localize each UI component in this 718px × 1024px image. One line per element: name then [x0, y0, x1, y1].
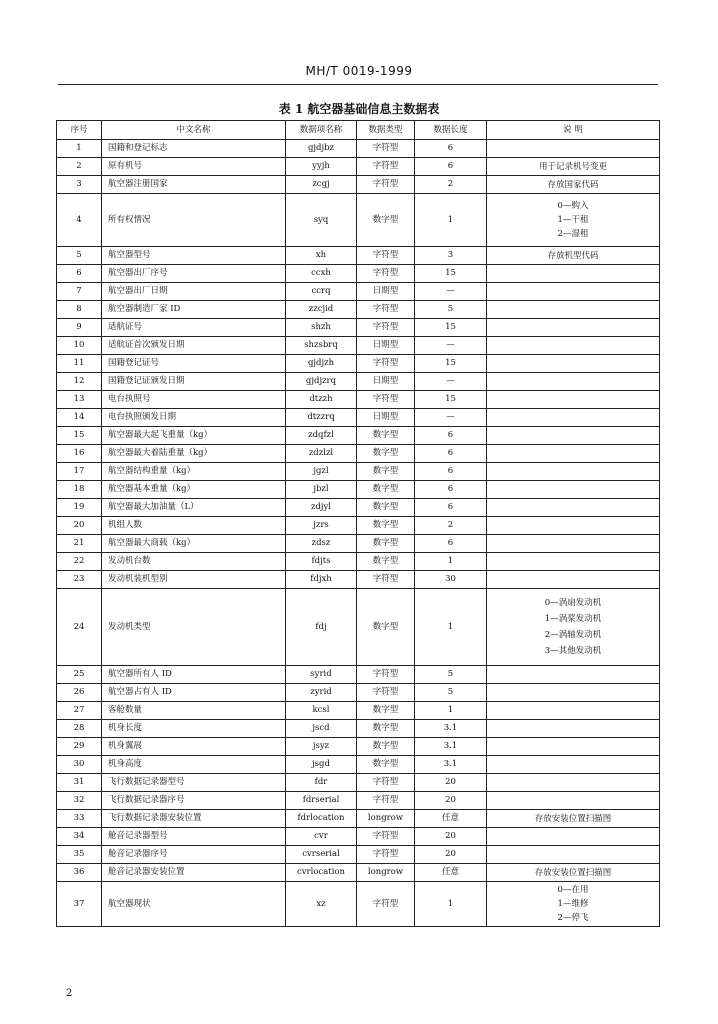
cell-type: 数字型	[357, 517, 415, 535]
cell-field: zdqfzl	[286, 427, 357, 445]
cell-length: 30	[415, 571, 487, 589]
cell-no: 12	[57, 373, 102, 391]
cell-name: 机身高度	[102, 756, 286, 774]
table-row	[57, 445, 660, 463]
cell-no: 15	[57, 427, 102, 445]
cell-type: longrow	[357, 864, 415, 882]
cell-note	[487, 553, 660, 571]
cell-note	[487, 810, 660, 828]
cell-type: 字符型	[357, 265, 415, 283]
cell-note	[487, 301, 660, 319]
cell-length: 1	[415, 882, 487, 927]
cell-no: 16	[57, 445, 102, 463]
cell-length: 2	[415, 517, 487, 535]
cell-name: 舱音记录器型号	[102, 828, 286, 846]
cell-name: 航空器现状	[102, 882, 286, 927]
note-line: 0—购入	[557, 201, 589, 211]
cell-length: 1	[415, 553, 487, 571]
cell-note	[487, 176, 660, 194]
cell-length: 6	[415, 158, 487, 176]
table-row	[57, 176, 660, 194]
cell-type: 数字型	[357, 553, 415, 571]
cell-note	[487, 792, 660, 810]
table-row	[57, 265, 660, 283]
cell-no: 23	[57, 571, 102, 589]
cell-note	[487, 846, 660, 864]
cell-field: kcsl	[286, 702, 357, 720]
cell-no: 33	[57, 810, 102, 828]
cell-field: shzsbrq	[286, 337, 357, 355]
cell-note	[487, 373, 660, 391]
cell-note	[487, 882, 660, 927]
cell-name: 航空器最大着陆重量（kg）	[102, 445, 286, 463]
table-header-row	[57, 121, 660, 140]
cell-name: 国籍和登记标志	[102, 140, 286, 158]
table-row	[57, 846, 660, 864]
cell-note	[487, 864, 660, 882]
cell-name: 适航证首次颁发日期	[102, 337, 286, 355]
cell-name: 电台执照颁发日期	[102, 409, 286, 427]
cell-name: 航空器占有人 ID	[102, 684, 286, 702]
table-row	[57, 463, 660, 481]
cell-note	[487, 589, 660, 666]
cell-note	[487, 445, 660, 463]
cell-name: 适航证号	[102, 319, 286, 337]
cell-note	[487, 738, 660, 756]
header-rule	[58, 84, 658, 85]
cell-field: xh	[286, 247, 357, 265]
cell-field: shzh	[286, 319, 357, 337]
table-row	[57, 792, 660, 810]
cell-length: 3.1	[415, 738, 487, 756]
cell-type: 字符型	[357, 158, 415, 176]
note-line: 存放安装位置扫描图	[534, 813, 612, 824]
cell-type: 字符型	[357, 571, 415, 589]
cell-length: 3	[415, 247, 487, 265]
col-header-length: 数据长度	[415, 121, 487, 140]
cell-name: 飞行数据记录器型号	[102, 774, 286, 792]
cell-note	[487, 666, 660, 684]
cell-name: 航空器基本重量（kg）	[102, 481, 286, 499]
cell-name: 飞行数据记录器序号	[102, 792, 286, 810]
table-row	[57, 882, 660, 927]
cell-type: longrow	[357, 810, 415, 828]
table-row	[57, 355, 660, 373]
cell-length: 1	[415, 589, 487, 666]
cell-type: 日期型	[357, 373, 415, 391]
cell-name: 航空器制造厂家 ID	[102, 301, 286, 319]
cell-note	[487, 481, 660, 499]
cell-length: 6	[415, 535, 487, 553]
table-row	[57, 666, 660, 684]
cell-no: 31	[57, 774, 102, 792]
cell-field: syrid	[286, 666, 357, 684]
table-row	[57, 337, 660, 355]
cell-type: 日期型	[357, 283, 415, 301]
page-number: 2	[66, 988, 73, 999]
table-title: 表 1 航空器基础信息主数据表	[278, 102, 440, 116]
table-row	[57, 373, 660, 391]
cell-no: 30	[57, 756, 102, 774]
table-row	[57, 158, 660, 176]
table-row	[57, 535, 660, 553]
table-body	[57, 140, 660, 927]
table-row	[57, 481, 660, 499]
cell-field: zdsz	[286, 535, 357, 553]
cell-type: 字符型	[357, 319, 415, 337]
cell-note	[487, 571, 660, 589]
cell-field: cvrlocation	[286, 864, 357, 882]
cell-no: 36	[57, 864, 102, 882]
cell-field: jgzl	[286, 463, 357, 481]
cell-field: ccxh	[286, 265, 357, 283]
cell-type: 数字型	[357, 702, 415, 720]
cell-no: 34	[57, 828, 102, 846]
cell-no: 24	[57, 589, 102, 666]
cell-name: 航空器最大起飞重量（kg）	[102, 427, 286, 445]
cell-length: 5	[415, 666, 487, 684]
cell-type: 数字型	[357, 427, 415, 445]
cell-no: 20	[57, 517, 102, 535]
cell-length: 15	[415, 265, 487, 283]
cell-length: 1	[415, 194, 487, 247]
cell-length: 15	[415, 355, 487, 373]
cell-length: 15	[415, 319, 487, 337]
cell-length: 任意	[415, 810, 487, 828]
cell-length: 6	[415, 445, 487, 463]
cell-name: 航空器型号	[102, 247, 286, 265]
cell-name: 航空器出厂日期	[102, 283, 286, 301]
cell-note	[487, 391, 660, 409]
cell-type: 数字型	[357, 720, 415, 738]
cell-length: 6	[415, 463, 487, 481]
cell-no: 27	[57, 702, 102, 720]
cell-field: zzcjid	[286, 301, 357, 319]
cell-note	[487, 535, 660, 553]
cell-note	[487, 409, 660, 427]
cell-field: zdjyl	[286, 499, 357, 517]
cell-field: gjdjzrq	[286, 373, 357, 391]
cell-name: 发动机装机型别	[102, 571, 286, 589]
cell-note	[487, 702, 660, 720]
cell-length: —	[415, 373, 487, 391]
note-line: 存放机型代码	[547, 250, 599, 261]
cell-length: 3.1	[415, 720, 487, 738]
cell-length: —	[415, 283, 487, 301]
cell-field: dtzzh	[286, 391, 357, 409]
cell-name: 舱音记录器序号	[102, 846, 286, 864]
cell-note	[487, 337, 660, 355]
cell-length: 20	[415, 828, 487, 846]
cell-field: fdj	[286, 589, 357, 666]
table-row	[57, 283, 660, 301]
cell-type: 字符型	[357, 247, 415, 265]
cell-name: 航空器最大商载（kg）	[102, 535, 286, 553]
cell-no: 25	[57, 666, 102, 684]
cell-no: 2	[57, 158, 102, 176]
cell-field: gjdjbz	[286, 140, 357, 158]
cell-no: 17	[57, 463, 102, 481]
cell-field: jsyz	[286, 738, 357, 756]
cell-field: dtzzrq	[286, 409, 357, 427]
cell-type: 数字型	[357, 738, 415, 756]
cell-note	[487, 756, 660, 774]
cell-type: 数字型	[357, 589, 415, 666]
cell-type: 字符型	[357, 666, 415, 684]
cell-note	[487, 684, 660, 702]
cell-name: 原有机号	[102, 158, 286, 176]
table-row	[57, 194, 660, 247]
cell-field: cvr	[286, 828, 357, 846]
cell-field: xz	[286, 882, 357, 927]
cell-name: 机身翼展	[102, 738, 286, 756]
cell-no: 13	[57, 391, 102, 409]
cell-length: 3.1	[415, 756, 487, 774]
cell-type: 日期型	[357, 337, 415, 355]
cell-name: 飞行数据记录器安装位置	[102, 810, 286, 828]
cell-field: ccrq	[286, 283, 357, 301]
data-table	[56, 120, 660, 927]
cell-note	[487, 194, 660, 247]
table-row	[57, 756, 660, 774]
cell-length: —	[415, 337, 487, 355]
cell-note	[487, 828, 660, 846]
cell-length: —	[415, 409, 487, 427]
table-row	[57, 499, 660, 517]
cell-type: 数字型	[357, 481, 415, 499]
cell-name: 发动机类型	[102, 589, 286, 666]
cell-type: 字符型	[357, 882, 415, 927]
note-line: 1—干租	[557, 215, 589, 225]
note-line: 0—涡扇发动机	[544, 598, 602, 608]
note-line: 2—停飞	[557, 913, 589, 923]
cell-name: 航空器注册国家	[102, 176, 286, 194]
cell-field: jscd	[286, 720, 357, 738]
cell-no: 29	[57, 738, 102, 756]
table-row	[57, 391, 660, 409]
cell-no: 37	[57, 882, 102, 927]
cell-no: 4	[57, 194, 102, 247]
cell-note	[487, 774, 660, 792]
cell-field: jbzl	[286, 481, 357, 499]
cell-name: 所有权情况	[102, 194, 286, 247]
cell-name: 客舱数量	[102, 702, 286, 720]
table-row	[57, 553, 660, 571]
cell-type: 数字型	[357, 463, 415, 481]
cell-no: 9	[57, 319, 102, 337]
cell-no: 11	[57, 355, 102, 373]
cell-no: 32	[57, 792, 102, 810]
cell-length: 6	[415, 481, 487, 499]
table-row	[57, 810, 660, 828]
cell-length: 5	[415, 301, 487, 319]
cell-field: fdrserial	[286, 792, 357, 810]
table-row	[57, 720, 660, 738]
col-header-note: 说 明	[487, 121, 660, 140]
cell-note	[487, 720, 660, 738]
cell-no: 7	[57, 283, 102, 301]
col-header-type: 数据类型	[357, 121, 415, 140]
cell-type: 字符型	[357, 846, 415, 864]
cell-length: 5	[415, 684, 487, 702]
cell-no: 8	[57, 301, 102, 319]
cell-type: 数字型	[357, 445, 415, 463]
cell-name: 航空器最大加油量（L）	[102, 499, 286, 517]
cell-field: syq	[286, 194, 357, 247]
cell-name: 机身长度	[102, 720, 286, 738]
cell-type: 字符型	[357, 684, 415, 702]
cell-no: 26	[57, 684, 102, 702]
cell-no: 10	[57, 337, 102, 355]
cell-field: zcgj	[286, 176, 357, 194]
note-line: 1—维修	[557, 899, 589, 909]
cell-length: 6	[415, 499, 487, 517]
cell-note	[487, 158, 660, 176]
document-header: MH/T 0019-1999	[305, 64, 413, 78]
cell-no: 21	[57, 535, 102, 553]
cell-no: 35	[57, 846, 102, 864]
note-line: 3—其他发动机	[544, 646, 602, 656]
note-line: 2—湿租	[557, 229, 589, 239]
cell-no: 14	[57, 409, 102, 427]
cell-name: 发动机台数	[102, 553, 286, 571]
cell-field: zdzlzl	[286, 445, 357, 463]
cell-field: cvrserial	[286, 846, 357, 864]
cell-no: 5	[57, 247, 102, 265]
table-row	[57, 301, 660, 319]
cell-name: 国籍登记证颁发日期	[102, 373, 286, 391]
cell-note	[487, 427, 660, 445]
cell-no: 22	[57, 553, 102, 571]
note-line: 2—涡轴发动机	[544, 630, 602, 640]
cell-length: 1	[415, 702, 487, 720]
cell-field: fdjxh	[286, 571, 357, 589]
cell-type: 数字型	[357, 194, 415, 247]
note-line: 存放国家代码	[547, 179, 599, 190]
table-row	[57, 571, 660, 589]
cell-type: 数字型	[357, 499, 415, 517]
table-row	[57, 828, 660, 846]
cell-no: 6	[57, 265, 102, 283]
table-row	[57, 409, 660, 427]
cell-note	[487, 265, 660, 283]
cell-field: fdrlocation	[286, 810, 357, 828]
cell-type: 字符型	[357, 301, 415, 319]
cell-name: 电台执照号	[102, 391, 286, 409]
cell-length: 2	[415, 176, 487, 194]
cell-type: 字符型	[357, 792, 415, 810]
cell-no: 1	[57, 140, 102, 158]
cell-type: 数字型	[357, 535, 415, 553]
col-header-field: 数据项名称	[286, 121, 357, 140]
table-row	[57, 140, 660, 158]
cell-note	[487, 283, 660, 301]
note-line: 1—涡桨发动机	[544, 614, 602, 624]
cell-field: jzrs	[286, 517, 357, 535]
cell-field: gjdjzh	[286, 355, 357, 373]
col-header-no: 序号	[57, 121, 102, 140]
cell-length: 20	[415, 792, 487, 810]
table-row	[57, 247, 660, 265]
cell-no: 28	[57, 720, 102, 738]
note-line: 0—在用	[557, 885, 589, 895]
cell-no: 18	[57, 481, 102, 499]
cell-length: 6	[415, 140, 487, 158]
note-line: 用于记录机号变更	[538, 161, 607, 172]
cell-length: 20	[415, 846, 487, 864]
cell-no: 19	[57, 499, 102, 517]
note-line: 存放安装位置扫描图	[534, 867, 612, 878]
cell-no: 3	[57, 176, 102, 194]
cell-type: 数字型	[357, 756, 415, 774]
cell-field: zyrid	[286, 684, 357, 702]
cell-type: 日期型	[357, 409, 415, 427]
cell-note	[487, 247, 660, 265]
table-row	[57, 864, 660, 882]
cell-note	[487, 517, 660, 535]
cell-type: 字符型	[357, 355, 415, 373]
table-row	[57, 774, 660, 792]
cell-note	[487, 140, 660, 158]
cell-length: 20	[415, 774, 487, 792]
cell-name: 航空器出厂序号	[102, 265, 286, 283]
cell-name: 机组人数	[102, 517, 286, 535]
table-row	[57, 427, 660, 445]
table-row	[57, 684, 660, 702]
cell-type: 字符型	[357, 828, 415, 846]
cell-type: 字符型	[357, 176, 415, 194]
table-row	[57, 589, 660, 666]
cell-name: 国籍登记证号	[102, 355, 286, 373]
cell-type: 字符型	[357, 774, 415, 792]
cell-field: yyjh	[286, 158, 357, 176]
cell-type: 字符型	[357, 140, 415, 158]
cell-note	[487, 355, 660, 373]
cell-name: 舱音记录器安装位置	[102, 864, 286, 882]
cell-name: 航空器所有人 ID	[102, 666, 286, 684]
cell-field: fdjts	[286, 553, 357, 571]
cell-note	[487, 319, 660, 337]
cell-field: fdr	[286, 774, 357, 792]
cell-name: 航空器结构重量（kg）	[102, 463, 286, 481]
cell-field: jsgd	[286, 756, 357, 774]
table-row	[57, 738, 660, 756]
table-row	[57, 702, 660, 720]
table-row	[57, 517, 660, 535]
cell-length: 6	[415, 427, 487, 445]
col-header-name: 中文名称	[102, 121, 286, 140]
cell-note	[487, 463, 660, 481]
table-row	[57, 319, 660, 337]
cell-length: 15	[415, 391, 487, 409]
cell-type: 字符型	[357, 391, 415, 409]
cell-length: 任意	[415, 864, 487, 882]
cell-note	[487, 499, 660, 517]
